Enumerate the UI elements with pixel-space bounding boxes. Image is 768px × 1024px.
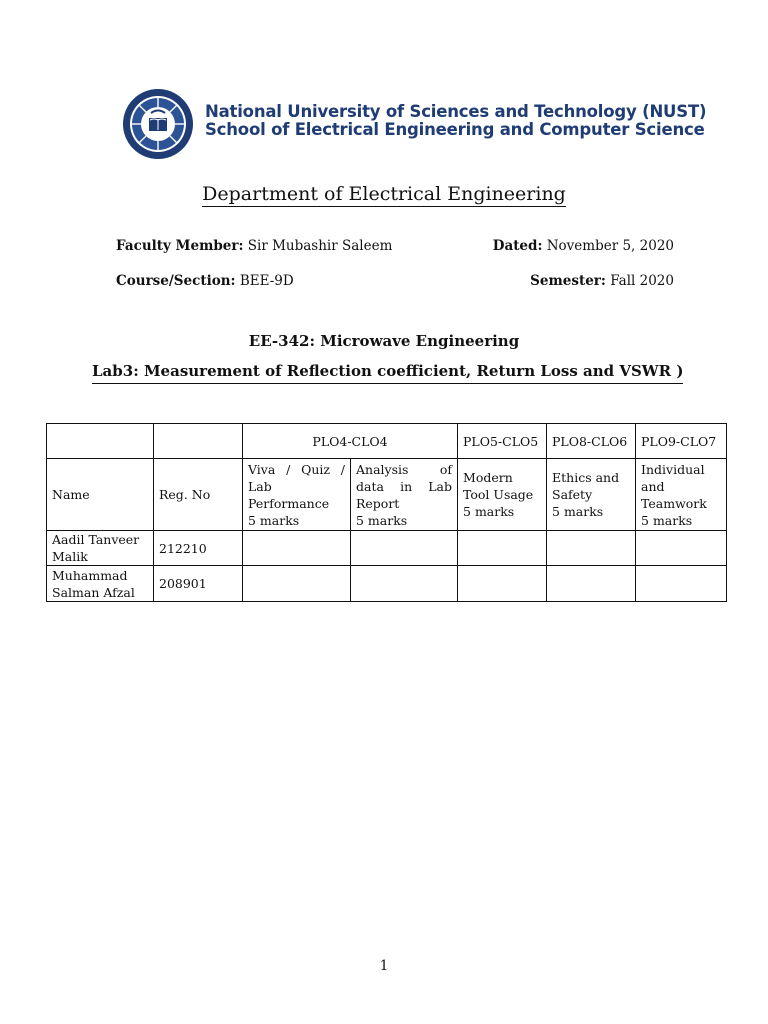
university-name: National University of Sciences and Technology (NUST) — [205, 102, 707, 121]
course-value: BEE-9D — [239, 273, 294, 289]
student-reg-no: 212210 — [154, 531, 243, 566]
faculty-member — [116, 238, 392, 254]
student-name: Aadil Tanveer Malik — [47, 531, 154, 566]
table-row — [47, 531, 727, 566]
table-group-header-row — [47, 424, 727, 459]
dated-value: November 5, 2020 — [546, 238, 674, 254]
dated-label: Dated: — [492, 238, 543, 254]
marks-table — [46, 423, 727, 602]
individual-label: Individual and Teamwork — [641, 461, 707, 511]
column-header-modern-tool — [458, 459, 547, 531]
marks-cell — [351, 531, 458, 566]
group-header-plo9: PLO9-CLO7 — [636, 424, 727, 459]
course-title: EE-342: Microwave Engineering — [248, 332, 520, 350]
modern-tool-label: Modern Tool Usage — [463, 470, 534, 502]
page-number: 1 — [379, 958, 389, 974]
school-name: School of Electrical Engineering and Computer Science — [205, 120, 705, 139]
marks-cell — [243, 566, 351, 602]
course-section — [116, 273, 294, 289]
dated — [493, 238, 674, 254]
group-header-plo4: PLO4-CLO4 — [243, 424, 458, 459]
table-cell-empty — [47, 424, 154, 459]
marks-cell — [547, 531, 636, 566]
faculty-value: Sir Mubashir Saleem — [247, 238, 393, 254]
column-header-analysis — [351, 459, 458, 531]
column-header-name: Name — [47, 459, 154, 531]
column-header-viva — [243, 459, 351, 531]
table-row — [47, 566, 727, 602]
viva-label: Viva / Quiz / Lab Performance — [248, 461, 345, 511]
marks-cell — [351, 566, 458, 602]
department-title-text: Department of Electrical Engineering — [202, 183, 566, 205]
student-reg-no: 208901 — [154, 566, 243, 602]
student-name: Muhammad Salman Afzal — [47, 566, 154, 602]
table-cell-empty — [154, 424, 243, 459]
faculty-label: Faculty Member: — [116, 238, 244, 254]
column-header-reg-no: Reg. No — [154, 459, 243, 531]
lab-title: Lab3: Measurement of Reflection coefficient, Return Loss and VSWR ) — [92, 362, 683, 384]
group-header-plo8: PLO8-CLO6 — [547, 424, 636, 459]
marks-cell — [458, 531, 547, 566]
semester — [530, 273, 674, 289]
ethics-label: Ethics and Safety — [552, 470, 620, 502]
nust-crest-logo-icon — [122, 88, 194, 160]
analysis-label: Analysis of data in Lab Report — [356, 461, 453, 511]
marks-cell — [243, 531, 351, 566]
analysis-marks: 5 marks — [356, 512, 408, 528]
individual-marks: 5 marks — [641, 512, 693, 528]
marks-cell — [636, 531, 727, 566]
marks-cell — [636, 566, 727, 602]
column-header-individual — [636, 459, 727, 531]
ethics-marks: 5 marks — [552, 504, 604, 519]
column-header-ethics — [547, 459, 636, 531]
group-header-plo5: PLO5-CLO5 — [458, 424, 547, 459]
marks-cell — [458, 566, 547, 602]
marks-cell — [547, 566, 636, 602]
department-title — [0, 183, 768, 205]
semester-label: Semester: — [530, 273, 606, 289]
table-column-header-row — [47, 459, 727, 531]
semester-value: Fall 2020 — [610, 273, 674, 289]
viva-marks: 5 marks — [248, 512, 300, 528]
modern-tool-marks: 5 marks — [463, 504, 515, 519]
course-label: Course/Section: — [116, 273, 236, 289]
